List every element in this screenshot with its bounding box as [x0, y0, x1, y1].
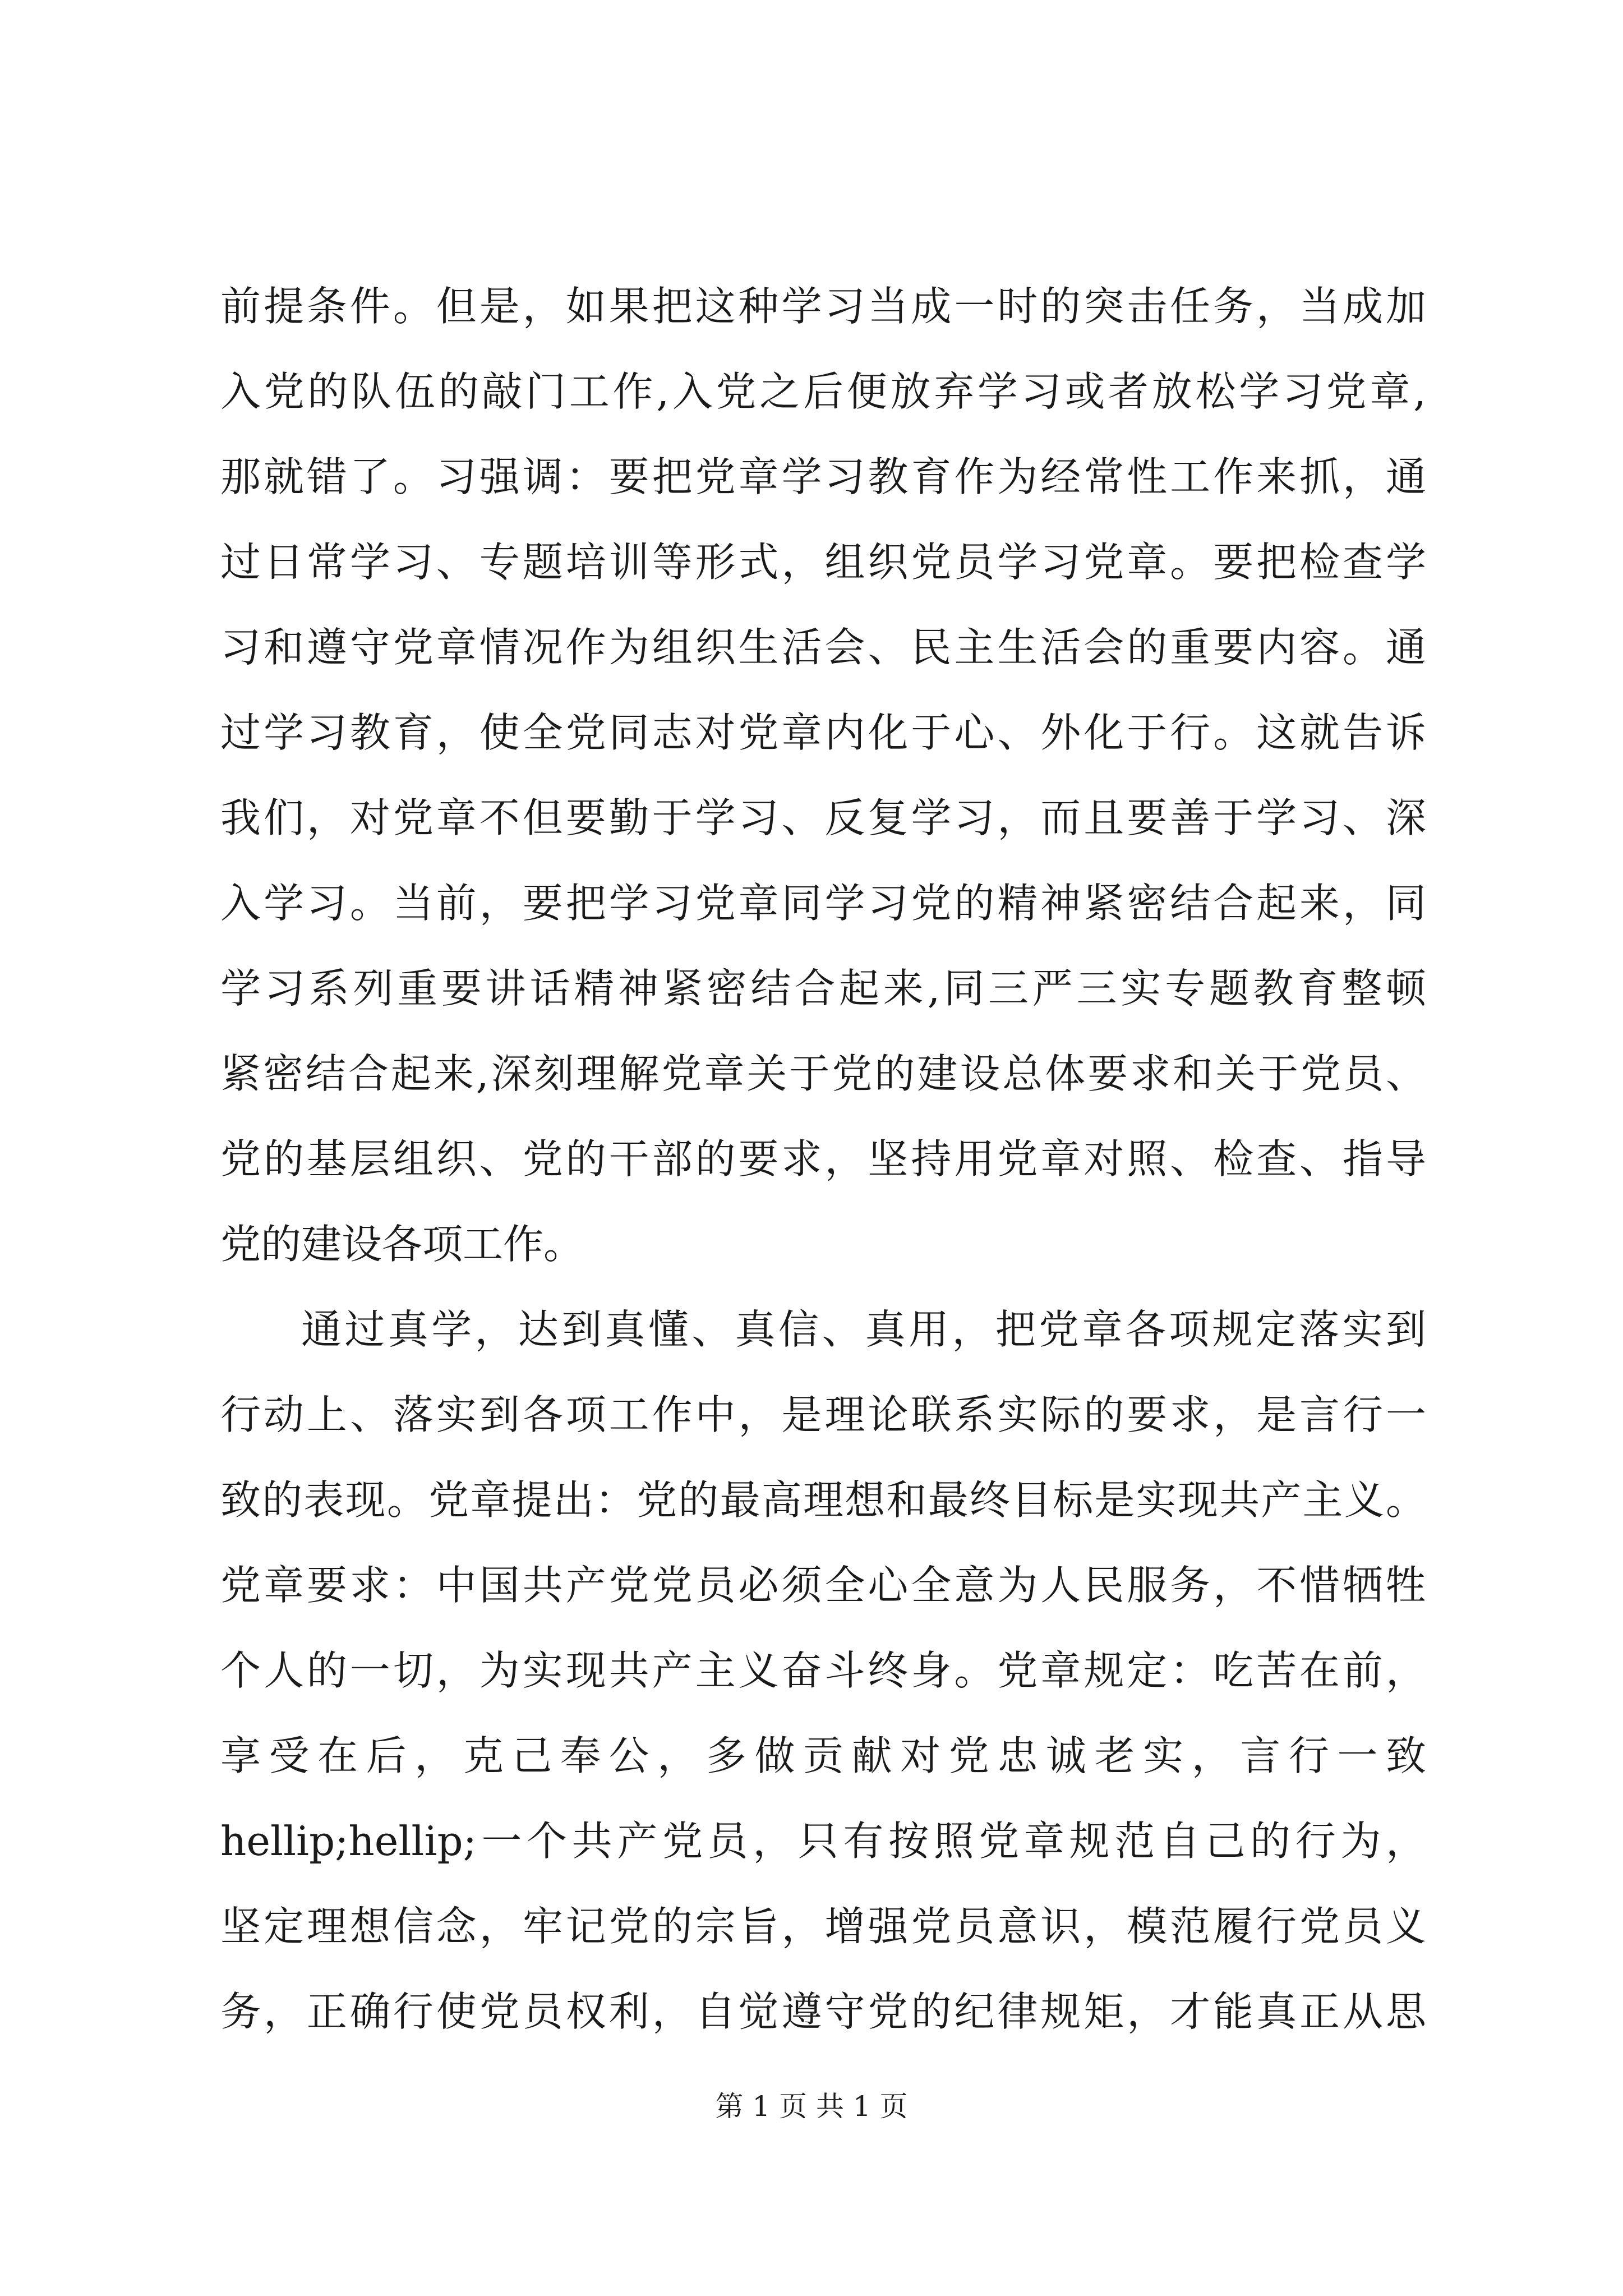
text-line: 享受在后，克己奉公，多做贡献对党忠诚老实，言行一致 [220, 1732, 1426, 1779]
text-line: 入党的队伍的敲门工作,入党之后便放弃学习或者放松学习党章, [220, 368, 1426, 415]
text-line: hellip;hellip;一个共产党员，只有按照党章规范自己的行为， [220, 1818, 1426, 1865]
text-line: 行动上、落实到各项工作中，是理论联系实际的要求，是言行一 [220, 1391, 1426, 1438]
text-line: 我们，对党章不但要勤于学习、反复学习，而且要善于学习、深 [220, 794, 1426, 841]
paragraph-end-line: 党的建设各项工作。 [220, 1221, 584, 1268]
text-line: 个人的一切，为实现共产主义奋斗终身。党章规定：吃苦在前， [220, 1647, 1426, 1694]
page-footer [0, 2087, 1623, 2126]
text-line: 务，正确行使党员权利，自觉遵守党的纪律规矩，才能真正从思 [220, 1988, 1426, 2035]
text-line: 那就错了。习强调：要把党章学习教育作为经常性工作来抓，通 [220, 453, 1426, 500]
text-line: 致的表现。党章提出：党的最高理想和最终目标是实现共产主义。 [220, 1476, 1426, 1524]
text-line: 党章要求：中国共产党党员必须全心全意为人民服务，不惜牺牲 [220, 1562, 1426, 1609]
text-line: 过日常学习、专题培训等形式，组织党员学习党章。要把检查学 [220, 539, 1426, 586]
text-line: 前提条件。但是，如果把这种学习当成一时的突击任务，当成加 [220, 283, 1426, 330]
page-number-label: 第 1 页 共 1 页 [715, 2090, 908, 2123]
text-line: 党的基层组织、党的干部的要求，坚持用党章对照、检查、指导 [220, 1135, 1426, 1182]
paragraph-start-line: 通过真学，达到真懂、真信、真用，把党章各项规定落实到 [301, 1306, 1426, 1353]
text-line: 坚定理想信念，牢记党的宗旨，增强党员意识，模范履行党员义 [220, 1903, 1426, 1950]
text-line: 入学习。当前，要把学习党章同学习党的精神紧密结合起来，同 [220, 880, 1426, 927]
body-text [220, 264, 1426, 2054]
text-line: 紧密结合起来,深刻理解党章关于党的建设总体要求和关于党员、 [220, 1050, 1426, 1097]
text-line: 过学习教育，使全党同志对党章内化于心、外化于行。这就告诉 [220, 709, 1426, 756]
text-line: 学习系列重要讲话精神紧密结合起来,同三严三实专题教育整顿 [220, 965, 1426, 1012]
text-line: 习和遵守党章情况作为组织生活会、民主生活会的重要内容。通 [220, 624, 1426, 671]
